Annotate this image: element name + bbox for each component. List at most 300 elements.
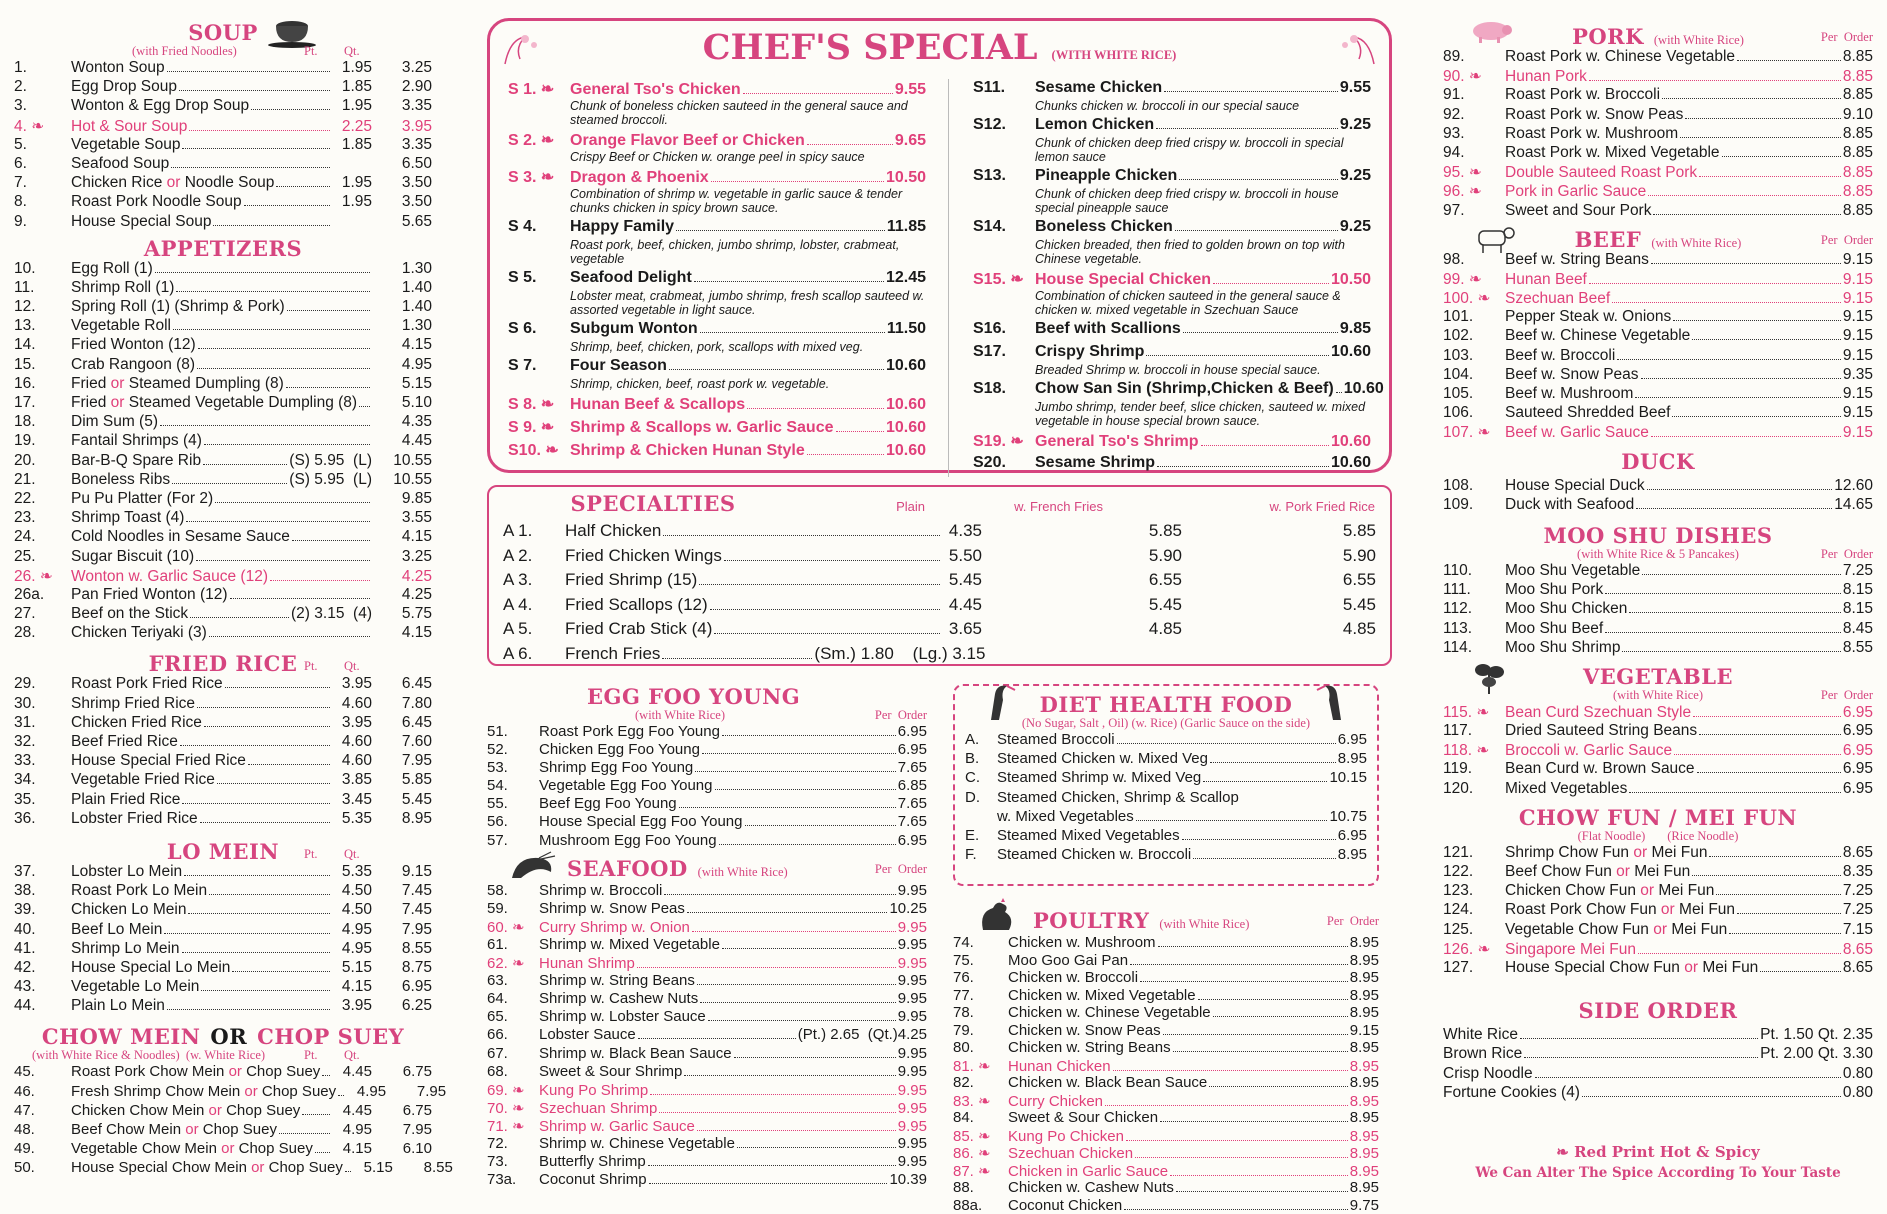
item-name: Kung Po Chicken — [1008, 1127, 1124, 1145]
item-number: 87. ❧ — [953, 1162, 991, 1180]
list-item — [973, 320, 1371, 340]
diet-health-box — [953, 684, 1379, 886]
price: 7.95 — [401, 752, 432, 770]
list-item — [508, 440, 926, 460]
item-number: 66. — [487, 1026, 508, 1044]
item-number: 28. — [14, 624, 36, 642]
item-number: 79. — [953, 1021, 974, 1039]
specialties-rice-header: w. Pork Fried Rice — [1269, 499, 1375, 514]
chefs-special-item — [508, 440, 926, 460]
chefs-special-item — [973, 431, 1371, 451]
price: 9.15 — [1349, 1021, 1379, 1039]
price: 8.95 — [1349, 1074, 1379, 1091]
item-name: Orange Flavor Beef or Chicken — [570, 132, 805, 149]
price: 5.45 — [401, 790, 432, 808]
item-number: 96. ❧ — [1443, 183, 1482, 201]
item-name: House Special Chow Mein or Chop Suey — [71, 1159, 343, 1177]
price: 4.95 — [342, 1121, 372, 1138]
price: 8.15 — [1842, 600, 1873, 618]
pork-note: (with White Rice) — [1653, 33, 1744, 47]
item-size-price: (S) 5.95 (L) — [289, 470, 372, 488]
vegetable-note: (with White Rice) Per Order — [1612, 687, 1873, 702]
item-number: 29. — [14, 675, 36, 693]
price: 8.95 — [401, 809, 432, 827]
price: 6.75 — [402, 1063, 432, 1081]
list-item — [487, 741, 927, 759]
price: 9.25 — [1339, 167, 1371, 184]
seafood-header — [487, 856, 927, 880]
item-number: 88a. — [953, 1196, 983, 1214]
item-name: Pineapple Chicken — [1035, 167, 1178, 184]
item-description: Jumbo shrimp, tender beef, slice chicken, sauteed w. mixed vegetable in house special brown sauce. — [1035, 400, 1366, 428]
item-name: Roast Pork w. Mushroom — [1505, 124, 1679, 142]
item-name: Egg Drop Soup — [71, 78, 177, 96]
item-name: Fried or Steamed Vegetable Dumpling (8) — [71, 394, 358, 411]
list-item — [503, 595, 1376, 620]
price: 4.85 — [1182, 619, 1376, 639]
item-name: Chow San Sin (Shrimp,Chicken & Beef) — [1035, 380, 1334, 397]
item-number: 15. — [14, 355, 36, 373]
list-item — [1443, 308, 1873, 327]
item-number: 1. — [14, 59, 27, 76]
item-name: Roast Pork Egg Foo Young — [539, 723, 720, 740]
item-name: Pu Pu Platter (For 2) — [71, 489, 214, 507]
list-item — [1443, 289, 1873, 308]
price: 9.55 — [894, 81, 926, 98]
item-name: Chicken w. Broccoli — [1008, 969, 1139, 986]
list-item: A 6. French Fries (Sm.) 1.80 (Lg.) 3.15 — [503, 643, 986, 663]
price: 9.25 — [1339, 116, 1371, 133]
item-number: 85. ❧ — [953, 1127, 991, 1145]
item-number: B. — [965, 750, 980, 768]
diet-health-list — [965, 731, 1367, 865]
egg-foo-young-order-header: Per Order — [874, 708, 927, 722]
list-item — [965, 808, 1367, 827]
price: 9.95 — [897, 990, 927, 1008]
egg-foo-young-header — [487, 684, 927, 708]
price: 7.45 — [401, 901, 432, 919]
price: 6.95 — [897, 723, 927, 740]
price: 6.95 — [1842, 779, 1873, 797]
item-name: Curry Chicken — [1008, 1092, 1104, 1110]
item-number: 26. ❧ — [14, 567, 53, 585]
item-number: 115. ❧ — [1443, 703, 1490, 721]
chefs-special-item — [508, 269, 926, 317]
item-name: Fried Chicken Wings — [565, 545, 722, 565]
list-item — [14, 317, 432, 336]
item-name: Fried Crab Stick (4) — [565, 619, 713, 638]
price: 9.95 — [897, 881, 927, 899]
chefs-special-item — [508, 167, 926, 215]
item-number: 13. — [14, 317, 36, 335]
list-item — [973, 380, 1384, 400]
item-number: S12. — [973, 116, 1006, 133]
item-name: Beef Chow Mein or Chop Suey — [71, 1121, 277, 1138]
list-item — [14, 733, 432, 752]
list-item — [14, 752, 432, 771]
item-name: Duck with Seafood — [1505, 495, 1635, 513]
list-item — [487, 954, 927, 972]
price: 1.95 — [341, 174, 372, 192]
item-number: 121. — [1443, 843, 1474, 861]
item-number: 54. — [487, 777, 508, 795]
item-name: Pepper Steak w. Onions — [1505, 308, 1672, 326]
list-item — [487, 832, 927, 850]
item-name: Vegetable Chow Mein or Chop Suey — [71, 1140, 313, 1158]
price: 9.35 — [1842, 365, 1873, 383]
lo-mein-pt-header: Pt. — [304, 846, 318, 861]
price: 3.50 — [401, 174, 432, 192]
list-item — [973, 218, 1371, 238]
egg-foo-young-note: (with White Rice) Per Order — [635, 708, 927, 722]
footer-note — [1443, 1143, 1873, 1181]
price: 9.25 — [1339, 218, 1371, 235]
list-item — [508, 320, 926, 340]
item-number: 44. — [14, 997, 36, 1015]
list-item — [1443, 144, 1873, 163]
item-size-price: (S) 5.95 (L) — [289, 451, 372, 469]
list-item — [953, 1197, 1379, 1214]
list-item — [508, 218, 926, 238]
item-description: Roast pork, beef, chicken, jumbo shrimp, lobster, crabmeat, vegetable — [570, 238, 900, 266]
item-name: Sugar Biscuit (10) — [71, 547, 195, 565]
list-item — [487, 759, 927, 777]
item-name: Lobster Lo Mein — [71, 862, 183, 880]
list-item — [1443, 901, 1873, 920]
poultry-note: (with White Rice) — [1159, 917, 1250, 931]
item-number: 114. — [1443, 638, 1473, 656]
price: 8.95 — [1349, 1145, 1379, 1162]
soup-header — [14, 20, 432, 44]
list-item — [14, 1063, 432, 1082]
price: 9.15 — [1842, 290, 1873, 308]
item-number: A 4. — [503, 594, 533, 614]
price: 3.85 — [341, 771, 372, 789]
price: 8.55 — [401, 939, 432, 957]
item-number: 95. ❧ — [1443, 164, 1482, 182]
item-name: Chicken Chow Fun or Mei Fun — [1505, 882, 1715, 900]
item-number: 99. ❧ — [1443, 270, 1482, 288]
list-item — [1443, 581, 1873, 600]
price: 5.50 — [948, 545, 982, 565]
list-item — [1443, 423, 1873, 442]
price: 6.55 — [1182, 570, 1376, 590]
item-number: E. — [965, 826, 980, 844]
price: 6.95 — [897, 831, 927, 849]
chefs-special-item — [973, 343, 1371, 377]
item-name: Lobster Fried Rice — [71, 809, 198, 827]
floral-ornament-icon — [500, 29, 550, 69]
spicy-legend: ❧ Red Print Hot & Spicy — [1556, 1142, 1760, 1161]
item-number: S15. ❧ — [973, 271, 1024, 288]
diet-health-title: DIET HEALTH FOOD — [1039, 692, 1293, 717]
price: 10.55 — [393, 451, 432, 469]
price: 4.60 — [341, 694, 372, 712]
item-name: Chicken Egg Foo Young — [539, 741, 700, 759]
list-item — [965, 750, 1367, 769]
item-number: 37. — [14, 862, 36, 880]
soup-qt-header: Qt. — [344, 44, 360, 58]
list-item — [487, 723, 927, 741]
chefs-special-title: CHEF'S SPECIAL — [702, 27, 1038, 68]
item-name: Steamed Mixed Vegetables — [997, 826, 1180, 844]
price: 4.45 — [342, 1101, 372, 1119]
price: 9.75 — [1349, 1196, 1379, 1214]
specialties-fries-header: w. French Fries — [1014, 499, 1103, 514]
list-item — [14, 714, 432, 733]
chefs-special-item — [508, 357, 926, 391]
item-name: Bean Curd w. Brown Sauce — [1505, 760, 1695, 778]
item-number: 36. — [14, 809, 36, 827]
price: 6.50 — [401, 154, 432, 172]
list-item — [1443, 940, 1873, 959]
item-name: Hunan Beef — [1505, 270, 1587, 288]
soup-pt-header: Pt. — [304, 44, 318, 58]
price: 5.15 — [363, 1159, 393, 1177]
item-number: S18. — [973, 380, 1006, 397]
vegetable-list — [1443, 703, 1873, 799]
price: 10.60 — [1343, 380, 1384, 397]
item-name: General Tso's Chicken — [570, 81, 741, 98]
item-description: Breaded Shrimp w. broccoli in house special sauce. — [1035, 363, 1321, 377]
list-item — [1443, 327, 1873, 346]
price: 5.85 — [401, 771, 432, 789]
list-item — [14, 174, 432, 193]
list-item — [1443, 959, 1873, 978]
item-number: 59. — [487, 899, 508, 917]
price: 7.80 — [401, 694, 432, 712]
item-number: S11. — [973, 79, 1006, 96]
item-number: 4. ❧ — [14, 117, 45, 135]
appetizers-list — [14, 260, 432, 644]
item-number: 122. — [1443, 863, 1474, 880]
list-item — [953, 1162, 1379, 1180]
price: 9.95 — [897, 1099, 927, 1117]
list-item — [487, 936, 927, 954]
price: 9.55 — [1339, 79, 1371, 96]
side-order-title: SIDE ORDER — [1578, 998, 1738, 1024]
price: 6.95 — [1842, 722, 1873, 740]
price: 10.15 — [1329, 769, 1367, 787]
item-number: D. — [965, 788, 980, 806]
price: 8.85 — [1842, 201, 1873, 219]
item-name: Sweet & Sour Shrimp — [539, 1062, 683, 1080]
item-name: Bar-B-Q Spare Rib — [71, 451, 202, 469]
price: 8.95 — [1349, 1127, 1379, 1145]
lo-mein-title: LO MEIN — [166, 838, 280, 864]
pork-order-header: Per Order — [1820, 30, 1873, 44]
list-item — [1443, 1084, 1873, 1103]
chefs-special-header — [508, 27, 1371, 79]
price: 3.45 — [341, 790, 372, 808]
item-name: Shrimp w. Lobster Sauce — [539, 1008, 706, 1026]
list-item — [14, 586, 432, 605]
item-number: 83. ❧ — [953, 1092, 991, 1110]
item-name: Shrimp Chow Fun or Mei Fun — [1505, 843, 1708, 861]
item-name: Beef on the Stick — [71, 605, 189, 623]
item-name: Beef w. Mushroom — [1505, 385, 1634, 402]
list-item — [1443, 741, 1873, 760]
item-name: Vegetable Egg Foo Young — [539, 777, 713, 795]
price: 7.25 — [1842, 882, 1873, 900]
item-name: Chicken Rice or Noodle Soup — [71, 174, 275, 192]
item-number: 45. — [14, 1063, 35, 1081]
item-number: 2. — [14, 78, 27, 96]
price: 5.35 — [341, 862, 372, 880]
item-number: 3. — [14, 97, 27, 115]
list-item — [953, 1109, 1379, 1127]
list-item — [14, 193, 432, 212]
price: 8.55 — [1842, 638, 1873, 656]
list-item — [14, 78, 432, 97]
item-name: Dried Sauteed String Beans — [1505, 722, 1698, 740]
list-item — [965, 846, 1367, 865]
item-name: House Special Chicken — [1035, 271, 1212, 288]
beef-note: (with White Rice) — [1651, 235, 1742, 250]
item-name: Crisp Noodle — [1443, 1064, 1533, 1082]
item-number: 43. — [14, 978, 36, 996]
item-name: Steamed Chicken w. Mixed Veg — [997, 750, 1208, 768]
price: 1.40 — [401, 278, 432, 296]
item-number: 46. — [14, 1082, 35, 1100]
list-item — [1443, 780, 1873, 799]
item-description: Chunk of boneless chicken sauteed in the general sauce and steamed broccoli. — [570, 99, 908, 127]
list-item — [14, 791, 432, 810]
list-item — [953, 987, 1379, 1005]
item-number: 50. — [14, 1159, 35, 1177]
price: 4.95 — [356, 1082, 387, 1100]
item-number: 67. — [487, 1044, 508, 1062]
vegetable-title: VEGETABLE — [1582, 663, 1734, 689]
list-item — [953, 1039, 1379, 1057]
chefs-special-item — [508, 320, 926, 354]
item-name: Roast Pork Noodle Soup — [71, 193, 242, 211]
list-item — [14, 136, 432, 155]
list-item — [14, 921, 432, 940]
item-name: General Tso's Shrimp — [1035, 433, 1199, 450]
item-number: 11. — [14, 278, 35, 296]
item-name: Bean Curd Szechuan Style — [1505, 703, 1692, 721]
list-item — [14, 97, 432, 116]
item-number: 21. — [14, 470, 36, 488]
price: 9.15 — [401, 862, 432, 880]
item-number: 42. — [14, 958, 36, 976]
item-name: Sesame Shrimp — [1035, 454, 1156, 471]
price: 3.35 — [401, 97, 432, 115]
moo-shu-title: MOO SHU DISHES — [1543, 522, 1773, 548]
list-item — [487, 777, 927, 795]
list-item — [953, 1004, 1379, 1022]
price: 1.95 — [341, 59, 372, 76]
item-number: 108. — [1443, 476, 1474, 494]
item-number: 123. — [1443, 882, 1474, 900]
list-item — [14, 336, 432, 355]
item-number: 20. — [14, 451, 36, 469]
list-item — [487, 1099, 927, 1117]
item-name: Szechuan Beef — [1505, 290, 1611, 308]
list-item — [973, 454, 1371, 474]
list-item — [14, 959, 432, 978]
item-number: 82. — [953, 1074, 974, 1091]
item-name: Shrimp w. Chinese Vegetable — [539, 1134, 735, 1152]
price: 9.95 — [897, 1044, 927, 1062]
price: 7.60 — [401, 733, 432, 750]
list-item — [953, 969, 1379, 987]
specialties-title: SPECIALTIES — [570, 491, 736, 516]
list-item — [487, 813, 927, 831]
fried-rice-title: FRIED RICE — [148, 651, 298, 677]
price: 6.45 — [401, 675, 432, 693]
list-item — [14, 771, 432, 790]
item-name: House Special Chow Fun or Mei Fun — [1505, 958, 1759, 976]
price: 4.25 — [897, 1026, 927, 1044]
list-item — [953, 1092, 1379, 1110]
price: 10.60 — [885, 396, 926, 413]
list-item — [503, 546, 1376, 571]
item-number: 81. ❧ — [953, 1057, 991, 1075]
item-description: Chicken breaded, then fried to golden brown on top with Chinese vegetable. — [1035, 238, 1345, 266]
price: 3.50 — [401, 193, 432, 211]
list-item — [487, 1063, 927, 1081]
item-number: S 4. — [508, 218, 537, 235]
chow-mein-list — [14, 1063, 453, 1178]
price: 9.65 — [894, 132, 926, 149]
price: 8.75 — [401, 958, 432, 976]
list-item — [973, 79, 1371, 99]
price: 8.85 — [1842, 86, 1873, 104]
item-name: Double Sauteed Roast Pork — [1505, 164, 1698, 182]
price: 7.95 — [402, 1121, 432, 1138]
item-name: Coconut Shrimp — [539, 1171, 647, 1189]
list-item — [14, 356, 432, 375]
item-name: Singapore Mei Fun — [1505, 940, 1636, 958]
item-name: House Special Lo Mein — [71, 958, 231, 976]
list-item — [973, 431, 1371, 451]
list-item — [14, 1159, 453, 1178]
appetizers-header — [14, 236, 432, 260]
price: 11.50 — [886, 320, 926, 337]
moo-shu-header — [1443, 523, 1873, 547]
item-description: Combination of chicken sauteed in the general sauce & chicken w. mixed vegetable in Szechuan Sauce — [1035, 289, 1341, 317]
item-name: Shrimp w. String Beans — [539, 972, 695, 990]
list-item — [1443, 496, 1873, 515]
item-name: Fried Wonton (12) — [71, 336, 196, 354]
item-name: Shrimp Fried Rice — [71, 694, 196, 712]
side-order-list — [1443, 1026, 1873, 1103]
list-item — [14, 471, 432, 490]
list-item — [953, 934, 1379, 952]
item-number: 16. — [14, 374, 36, 392]
item-name: Seafood Delight — [570, 269, 692, 286]
item-name: Crispy Shrimp — [1035, 343, 1145, 360]
list-item — [953, 1022, 1379, 1040]
item-number: 112. — [1443, 600, 1473, 618]
item-name: Roast Pork Fried Rice — [71, 675, 223, 693]
item-name: White Rice — [1443, 1026, 1518, 1044]
price: 8.95 — [1349, 1162, 1379, 1180]
price: 6.95 — [1337, 826, 1367, 844]
item-name: Chicken w. Snow Peas — [1008, 1021, 1161, 1039]
duck-title: DUCK — [1621, 448, 1695, 474]
price: 8.95 — [1349, 1039, 1379, 1056]
rooster-icon — [975, 896, 1019, 936]
diet-health-note: (No Sugar, Salt , Oil) (w. Rice) (Garlic Sauce on the side) — [1021, 716, 1311, 730]
item-name: Vegetable Soup — [71, 135, 181, 153]
list-item — [1443, 722, 1873, 741]
price: 8.85 — [1842, 183, 1873, 201]
diet-health-header — [965, 692, 1367, 716]
item-number: 78. — [953, 1004, 974, 1021]
